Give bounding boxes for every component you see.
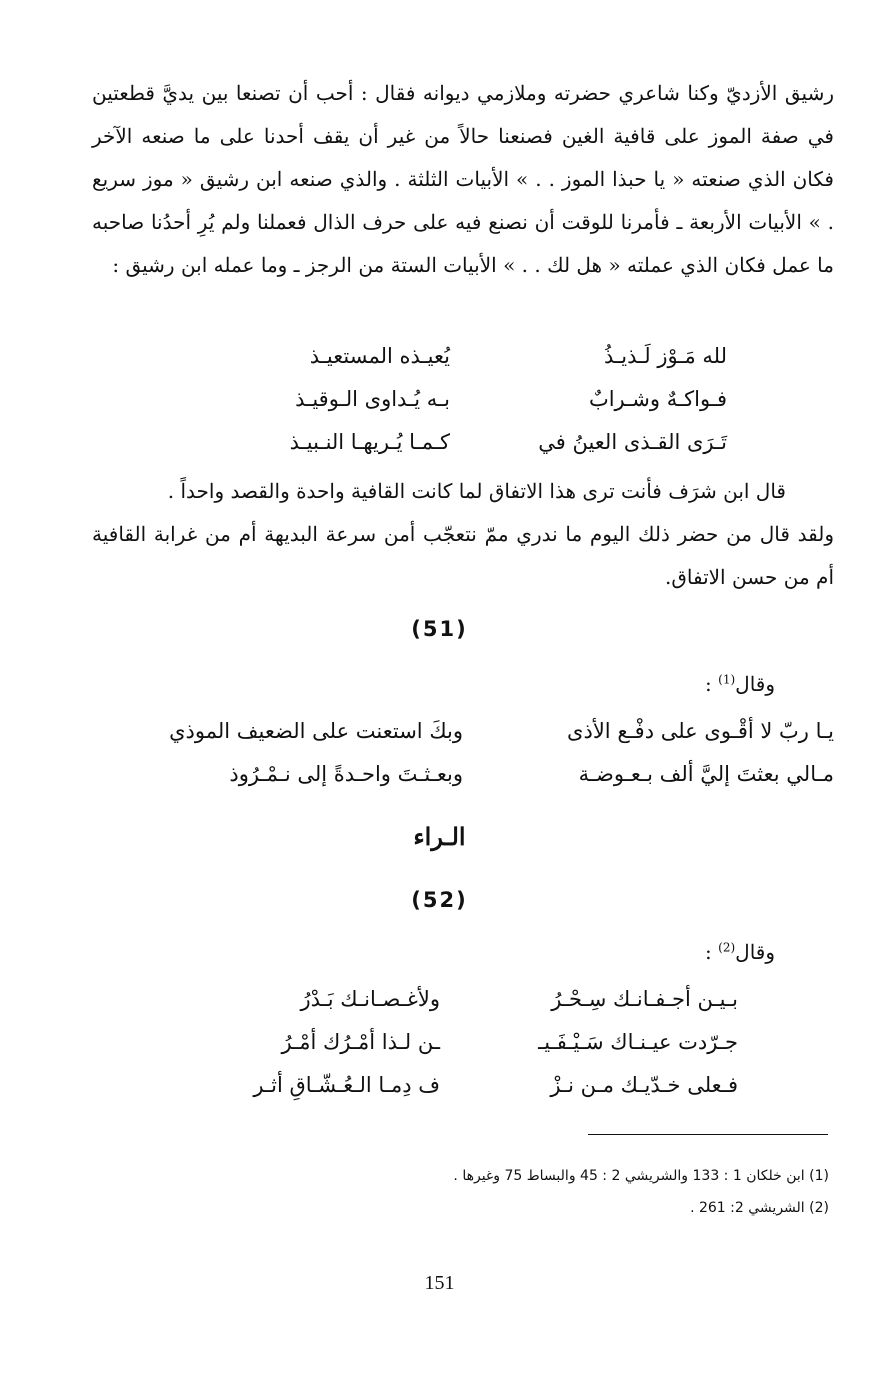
verse-left-hemistich: ولأغـصـانـك بَـدْرُ xyxy=(300,987,440,1011)
verse-right-hemistich: تَـرَى القـذى العينُ في xyxy=(538,430,727,454)
verse-line xyxy=(205,421,727,464)
chapter-heading: الـراء xyxy=(413,822,466,851)
intro-paragraph xyxy=(92,72,834,287)
verse-right-hemistich: مـالي بعثتَ إليَّ ألف بـعـوضـة xyxy=(578,762,834,786)
section-number-52: (52) xyxy=(411,888,468,912)
qala-colon: : xyxy=(705,672,719,696)
verse-left-hemistich: ف دِمـا الـعُـشّـاقِ أثـر xyxy=(253,1073,440,1097)
verse-left-hemistich: وبعـثـتَ واحـدةً إلى نـمْـرُوذ xyxy=(229,762,463,786)
footnotes xyxy=(89,1160,829,1224)
footnote-2: (2) الشريشي 2: 261 . xyxy=(690,1200,829,1216)
verse-line xyxy=(170,1021,738,1064)
verse-right-hemistich: بـيـن أجـفـانـك سِـحْـرُ xyxy=(551,987,738,1011)
commentary-paragraphs xyxy=(92,470,834,599)
verse-left-hemistich: ـن لـذا أمْـرُك أمْـرُ xyxy=(281,1030,440,1054)
qala-intro-2 xyxy=(705,940,775,964)
verses-ibn-rashiq xyxy=(205,335,727,464)
verse-right-hemistich: فـعلى خـدّيـك مـن نـزْ xyxy=(550,1073,738,1097)
verse-right-hemistich: فـواكـهٌ وشـرابٌ xyxy=(588,387,727,411)
verse-left-hemistich: بـه يُـداوى الـوقيـذ xyxy=(295,387,450,411)
verse-line xyxy=(118,753,834,796)
verse-left-hemistich: وبكَ استعنت على الضعيف الموذي xyxy=(169,719,463,743)
commentary-paragraph-2: ولقد قال من حضر ذلك اليوم ما ندري ممّ نتعجّب أمن سرعة البديهة أم من غرابة القافية أم من حسن الاتفاق. xyxy=(92,522,834,589)
footnote-ref-1[interactable]: (1) xyxy=(718,672,736,687)
verses-section-51 xyxy=(118,710,834,796)
footnote-ref-2[interactable]: (2) xyxy=(718,940,736,955)
verse-line xyxy=(205,335,727,378)
footnote-divider xyxy=(588,1134,828,1135)
verse-left-hemistich: كـمـا يُـريهـا النـبيـذ xyxy=(289,430,450,454)
section-number-51: (51) xyxy=(411,617,468,641)
intro-text: رشيق الأزديّ وكنا شاعري حضرته وملازمي ديوانه فقال : أحب أن تصنعا بين يديَّ قطعتين في صفة الموز على قافية الغين فصنعنا حالاً من غير أن يقف أحدنا على ما صنعه الآخر فكان الذي صنعته « يا حبذا الموز . . » الأبيات الثلثة . والذي صنعه ابن رشيق « موز سريع . » الأبيات الأربعة ـ فأمرنا للوقت أن نصنع فيه على حرف الذال فعملنا ولم يُرِ أحدُنا صاحبه ما عمل فكان الذي عملته « هل لك . . » الأبيات الستة من الرجز ـ وما عمله ابن رشيق : xyxy=(92,81,834,277)
verse-right-hemistich: جـرّدت عيـنـاك سَـيْـفَـيـ xyxy=(538,1030,738,1054)
page-number: 151 xyxy=(424,1272,455,1294)
footnote-1: (1) ابن خلكان 1 : 133 والشريشي 2 : 45 والبساط 75 وغيرها . xyxy=(453,1168,829,1184)
verses-section-52 xyxy=(170,978,738,1107)
verse-line xyxy=(170,978,738,1021)
commentary-paragraph-1: قال ابن شرَف فأنت ترى هذا الاتفاق لما كانت القافية واحدة والقصد واحداً . xyxy=(167,479,786,503)
verse-line xyxy=(118,710,834,753)
verse-right-hemistich: لله مَـوْز لَـذيـذُ xyxy=(604,344,727,368)
qala-word: وقال xyxy=(735,672,775,696)
verse-right-hemistich: يـا ربّ لا أقْـوى على دفْـع الأذى xyxy=(567,719,834,743)
verse-left-hemistich: يُعيـذه المستعيـذ xyxy=(309,344,450,368)
qala-colon: : xyxy=(705,940,719,964)
verse-line xyxy=(205,378,727,421)
qala-intro-1 xyxy=(705,672,775,696)
qala-word: وقال xyxy=(735,940,775,964)
verse-line xyxy=(170,1064,738,1107)
